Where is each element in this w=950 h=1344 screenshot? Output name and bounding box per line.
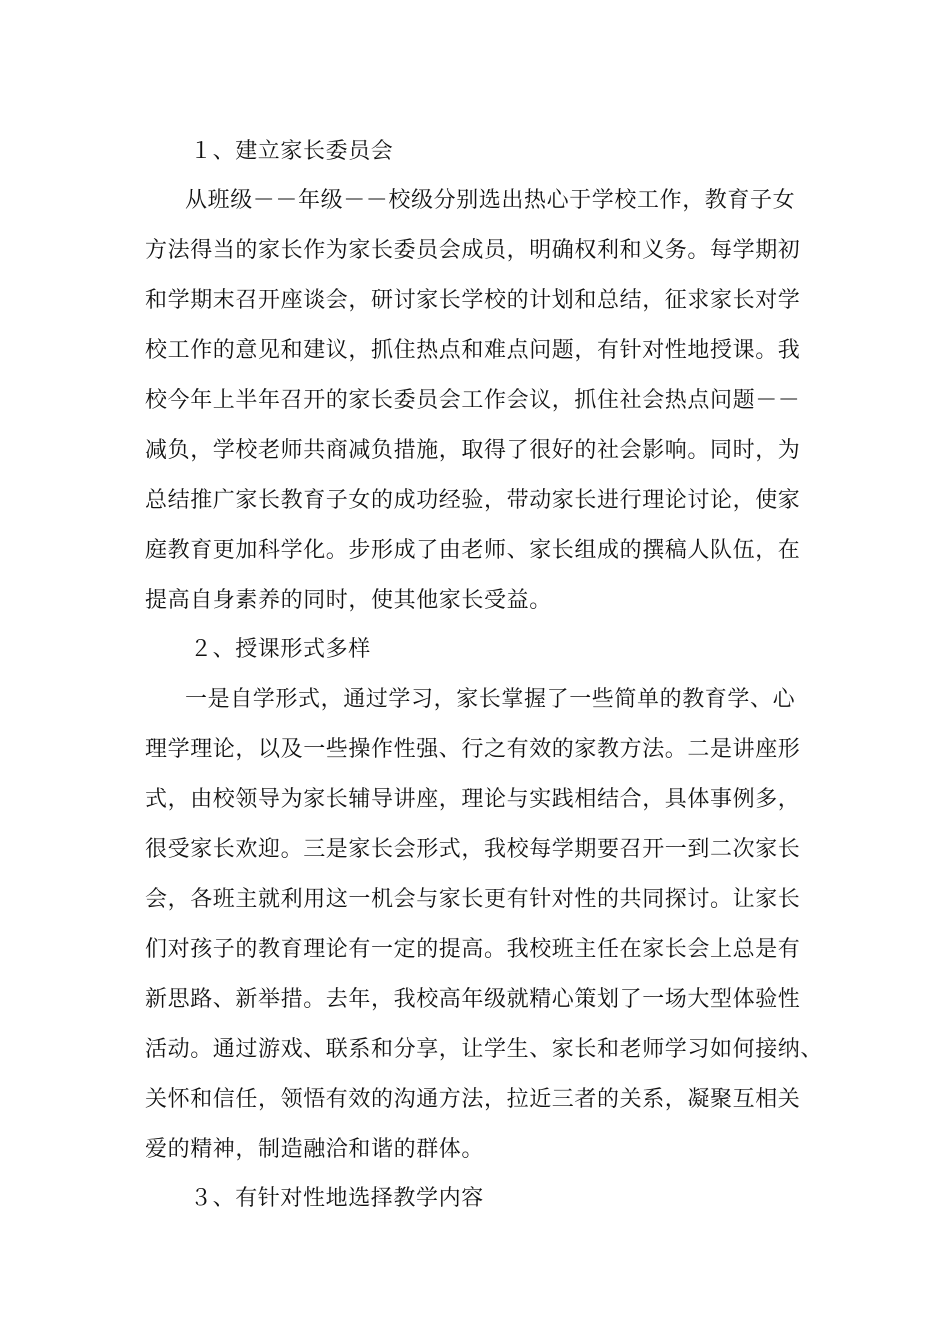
paragraph-line: 庭教育更加科学化。步形成了由老师、家长组成的撰稿人队伍，在 <box>145 538 801 563</box>
paragraph-line: 理学理论，以及一些操作性强、行之有效的家教方法。二是讲座形 <box>145 737 801 762</box>
paragraph-line: 关怀和信任，领悟有效的沟通方法，拉近三者的关系，凝聚互相关 <box>145 1087 801 1112</box>
paragraph-line: 和学期末召开座谈会，研讨家长学校的计划和总结，征求家长对学 <box>145 288 801 313</box>
section-1-heading: １、建立家长委员会 <box>190 139 394 164</box>
paragraph-line: 式，由校领导为家长辅导讲座，理论与实践相结合，具体事例多， <box>145 787 801 812</box>
section-2-heading: ２、授课形式多样 <box>190 637 371 662</box>
paragraph-line: 校工作的意见和建议，抓住热点和难点问题，有针对性地授课。我 <box>145 338 801 363</box>
paragraph-line: 会，各班主就利用这一机会与家长更有针对性的共同探讨。让家长 <box>145 887 801 912</box>
paragraph-line: 校今年上半年召开的家长委员会工作会议，抓住社会热点问题－－ <box>145 388 801 413</box>
paragraph-line: 方法得当的家长作为家长委员会成员，明确权利和义务。每学期初 <box>145 238 801 263</box>
paragraph-line: 一是自学形式，通过学习，家长掌握了一些简单的教育学、心 <box>185 687 796 712</box>
paragraph-line: 爱的精神，制造融洽和谐的群体。 <box>145 1137 485 1162</box>
section-3-heading: ３、有针对性地选择教学内容 <box>190 1186 484 1211</box>
paragraph-line: 很受家长欢迎。三是家长会形式，我校每学期要召开一到二次家长 <box>145 837 801 862</box>
paragraph-line: 们对孩子的教育理论有一定的提高。我校班主任在家长会上总是有 <box>145 937 801 962</box>
paragraph-line: 减负，学校老师共商减负措施，取得了很好的社会影响。同时，为 <box>145 438 801 463</box>
paragraph-line: 总结推广家长教育子女的成功经验，带动家长进行理论讨论，使家 <box>145 488 801 513</box>
paragraph-line: 活动。通过游戏、联系和分享，让学生、家长和老师学习如何接纳、 <box>145 1037 824 1062</box>
paragraph-line: 从班级－－年级－－校级分别选出热心于学校工作，教育子女 <box>185 188 796 213</box>
paragraph-line: 新思路、新举措。去年，我校高年级就精心策划了一场大型体验性 <box>145 987 801 1012</box>
paragraph-line: 提高自身素养的同时，使其他家长受益。 <box>145 588 552 613</box>
